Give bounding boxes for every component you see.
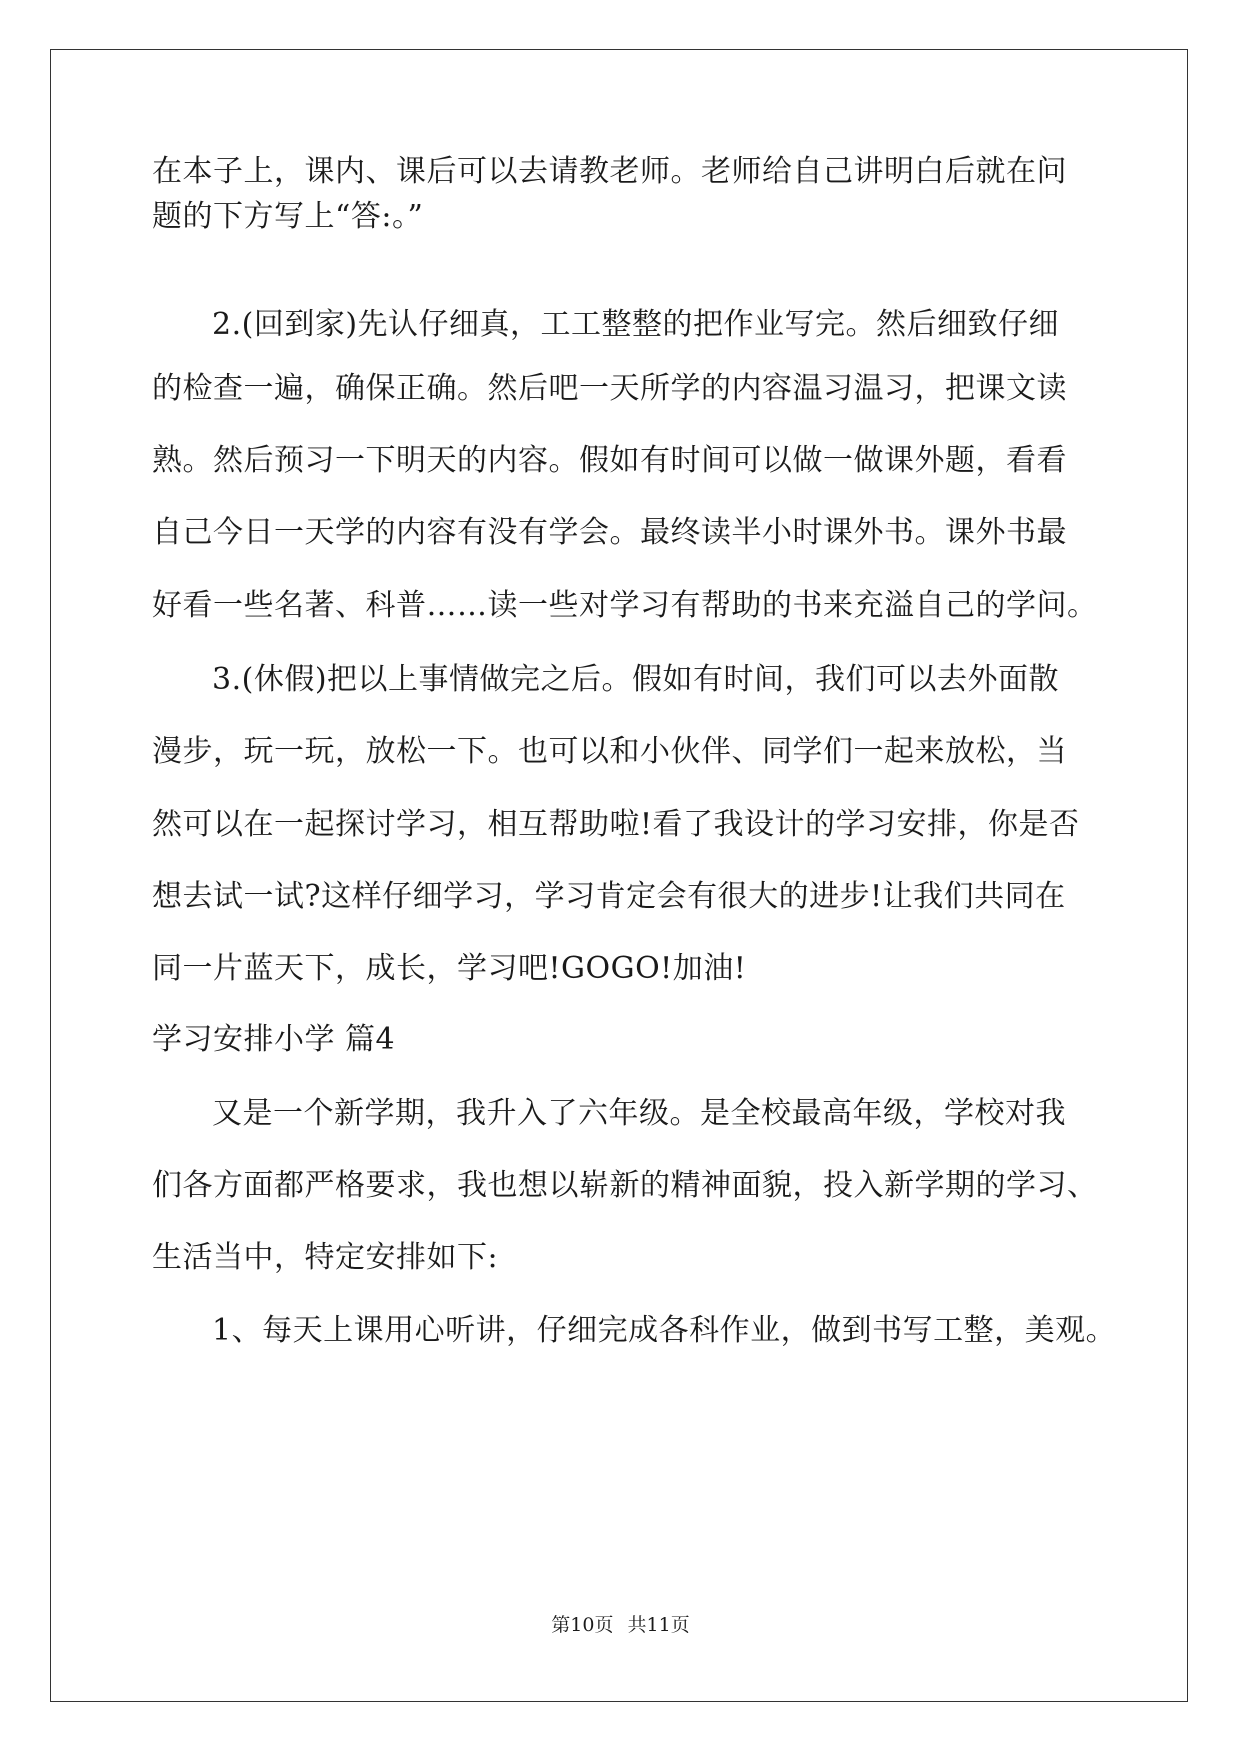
body-line: 熟。然后预习一下明天的内容。假如有时间可以做一做课外题，看看 — [152, 443, 1067, 478]
body-line: 漫步，玩一玩，放松一下。也可以和小伙伴、同学们一起来放松，当 — [152, 734, 1067, 769]
body-line: 的检查一遍，确保正确。然后吧一天所学的内容温习温习，把课文读 — [152, 371, 1067, 406]
body-line: 然可以在一起探讨学习，相互帮助啦!看了我设计的学习安排，你是否 — [152, 807, 1080, 842]
paragraph-line: 又是一个新学期，我升入了六年级。是全校最高年级，学校对我 — [212, 1096, 1066, 1131]
paragraph-line: 1、每天上课用心听讲，仔细完成各科作业，做到书写工整，美观。 — [212, 1313, 1117, 1348]
page-number-current: 第10页 — [551, 1614, 614, 1636]
body-line: 在本子上，课内、课后可以去请教老师。老师给自己讲明白后就在问 — [152, 154, 1067, 189]
body-line: 想去试一试?这样仔细学习，学习肯定会有很大的进步!让我们共同在 — [152, 879, 1066, 914]
page-footer — [0, 1612, 1241, 1638]
body-line: 同一片蓝天下，成长，学习吧!GOGO!加油! — [152, 951, 747, 986]
section-heading: 学习安排小学 篇4 — [152, 1022, 396, 1057]
body-line: 好看一些名著、科普……读一些对学习有帮助的书来充溢自己的学问。 — [152, 588, 1098, 623]
body-line: 生活当中，特定安排如下: — [152, 1240, 499, 1275]
body-line: 们各方面都严格要求，我也想以崭新的精神面貌，投入新学期的学习、 — [152, 1168, 1098, 1203]
page-frame — [50, 49, 1188, 1702]
page-number-total: 共11页 — [627, 1614, 690, 1636]
paragraph-line: 3.(休假)把以上事情做完之后。假如有时间，我们可以去外面散 — [212, 662, 1060, 697]
body-line: 自己今日一天学的内容有没有学会。最终读半小时课外书。课外书最 — [152, 515, 1067, 550]
paragraph-line: 2.(回到家)先认仔细真，工工整整的把作业写完。然后细致仔细 — [212, 307, 1060, 342]
body-line: 题的下方写上“答:。” — [152, 199, 424, 234]
